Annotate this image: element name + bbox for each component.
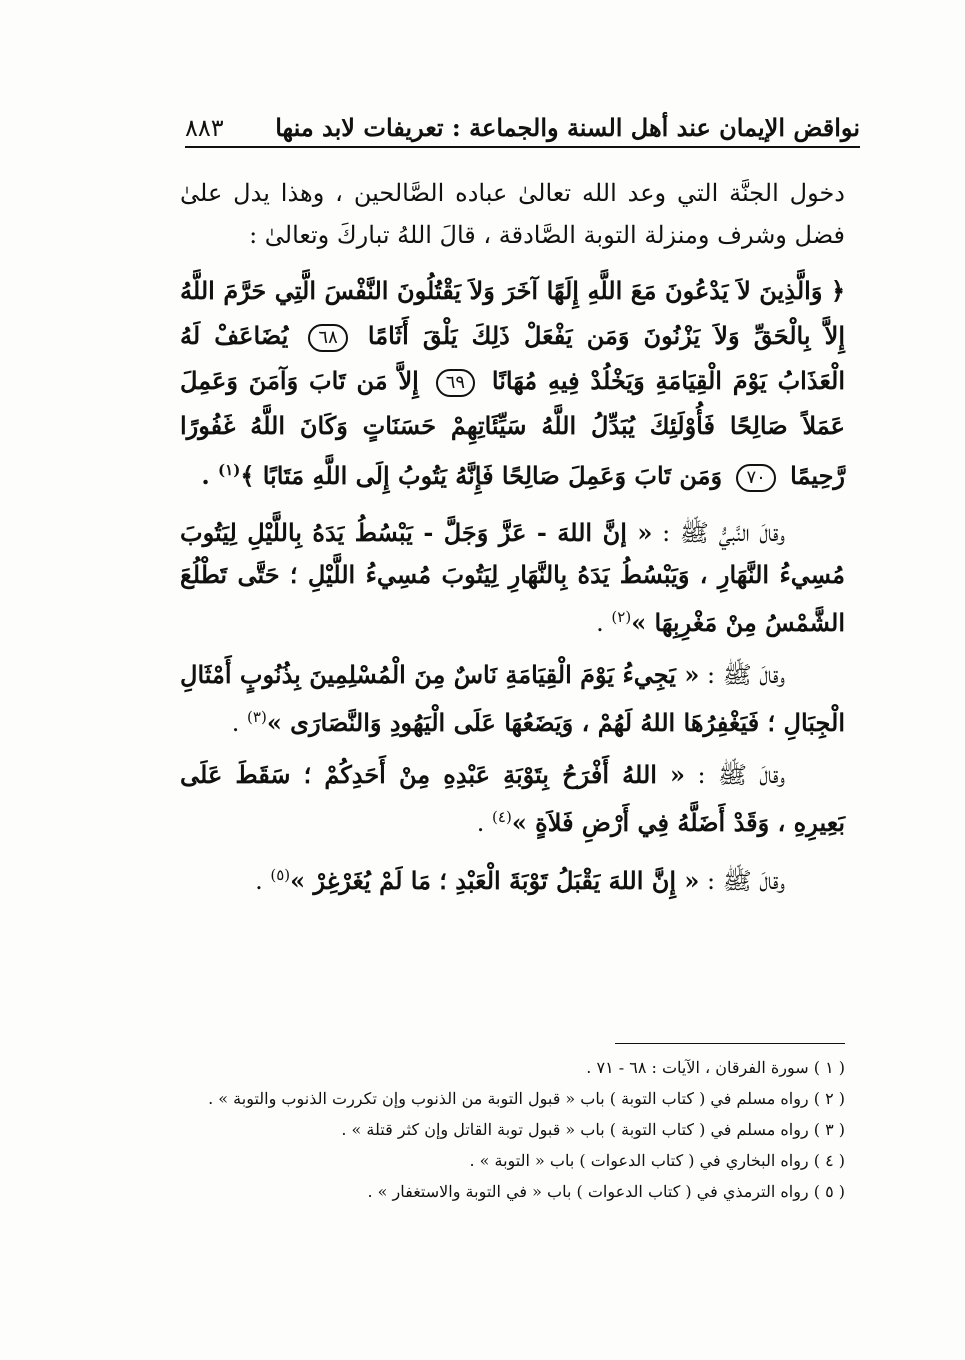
page-header xyxy=(185,100,860,148)
period: . xyxy=(476,809,485,837)
page-number: ٨٨٣ xyxy=(185,114,224,142)
ayah-number-69: ٦٩ xyxy=(436,369,475,397)
hadith-3-text: « اللهُ أَفْرَحُ بِتَوْبَةِ عَبْدِهِ مِنْ أَحَدِكُمْ ؛ سَقَطَ عَلَى بَعِيرِهِ ، وَقَدْ أَضَلَّهُ فِي أَرْضِ فَلاَةٍ » xyxy=(180,760,845,837)
hadith-1 xyxy=(180,512,845,644)
hadith-4 xyxy=(180,854,845,902)
footnotes xyxy=(180,1052,845,1207)
hadith-1-text: « إنَّ اللهَ - عَزَّ وَجَلَّ - يَبْسُطُ يَدَهُ بِاللَّيْلِ لِيَتُوبَ مُسِيءُ النَّهَارِ ، وَيَبْسُطُ يَدَهُ بِالنَّهَارِ لِيَتُوبَ مُسِيءُ اللَّيْلِ ؛ حَتَّى تَطْلُعَ الشَّمْسُ مِنْ مَغْرِبِهَا » xyxy=(180,518,845,637)
running-title: نواقض الإيمان عند أهل السنة والجماعة : تعريفات لابد منها xyxy=(275,113,860,142)
footnote-ref-4: (٤) xyxy=(492,808,512,826)
quran-verse xyxy=(180,268,845,498)
footnote-1: ( ١ ) سورة الفرقان ، الآيات : ٦٨ - ٧١ . xyxy=(586,1058,845,1077)
intro-paragraph: دخول الجنَّة التي وعد الله تعالىٰ عباده الصَّالحين ، وهذا يدل علىٰ فضل وشرف ومنزلة التوبة الصَّادقة ، قالَ اللهُ تباركَ وتعالىٰ : xyxy=(180,179,845,249)
footnote-4: ( ٤ ) رواه البخاري في ( كتاب الدعوات ) باب « التوبة » . xyxy=(469,1151,845,1170)
footnote-5: ( ٥ ) رواه الترمذي في ( كتاب الدعوات ) باب « في التوبة والاستغفار » . xyxy=(367,1182,845,1201)
hadith-2-lead: وقالَ ﷺ : xyxy=(706,661,785,689)
verse-text-4: وَمَن تَابَ وَعَمِلَ صَالِحًا فَإِنَّهُ يَتُوبُ إِلَى اللَّهِ مَتَابًا ﴾ xyxy=(240,461,723,490)
period: . xyxy=(596,609,604,637)
footnote-3: ( ٣ ) رواه مسلم في ( كتاب التوبة ) باب « قبول توبة القاتل وإن كثر قتلة » . xyxy=(341,1120,845,1139)
hadith-3 xyxy=(180,754,845,844)
page-body xyxy=(180,172,845,912)
verse-text-3: إِلاَّ مَن تَابَ وَآمَنَ وَعَمِلَ عَمَلاً صَالِحًا فَأُوْلَئِكَ يُبَدِّلُ اللَّهُ سَيِّئَاتِهِمْ حَسَنَاتٍ وَكَانَ اللَّهُ غَفُورًا رَّحِيمًا xyxy=(180,366,845,490)
hadith-1-lead: وقالَ النَّبيُّ ﷺ : xyxy=(662,519,785,547)
hadith-3-lead: وقالَ ﷺ : xyxy=(697,761,785,789)
footnote-ref-3: (٣) xyxy=(247,708,267,726)
period: . xyxy=(255,867,263,895)
hadith-2 xyxy=(180,654,845,744)
footnote-ref-2: (٢) xyxy=(611,608,632,626)
ayah-number-68: ٦٨ xyxy=(308,324,347,352)
period: . xyxy=(231,709,240,737)
hadith-4-text: « إِنَّ اللهَ يَقْبَلُ تَوْبَةَ الْعَبْدِ ؛ مَا لَمْ يُغَرْغِرْ » xyxy=(290,866,700,895)
footnote-ref-1: (١) xyxy=(218,461,241,479)
period: . xyxy=(201,461,210,490)
hadith-2-text: « يَجِيءُ يَوْمَ الْقِيَامَةِ نَاسٌ مِنَ الْمُسْلِمِينَ بِذُنُوبٍ أَمْثَالِ الْجِبَالِ ؛ فَيَغْفِرُهَا اللهُ لَهُمْ ، وَيَضَعُهَا عَلَى الْيَهُودِ وَالنَّصَارَى » xyxy=(180,660,845,737)
ayah-number-70: ٧٠ xyxy=(736,464,775,492)
footnote-ref-5: (٥) xyxy=(270,866,291,884)
footnote-2: ( ٢ ) رواه مسلم في ( كتاب التوبة ) باب « قبول التوبة من الذنوب وإن تكررت الذنوب والتوبة » . xyxy=(208,1089,845,1108)
verse-text-2: يُضَاعَفْ لَهُ الْعَذَابُ يَوْمَ الْقِيَامَةِ وَيَخْلُدْ فِيهِ مُهَانًا xyxy=(180,321,846,395)
hadith-4-lead: وقالَ ﷺ : xyxy=(707,867,785,895)
verse-text-1: ﴿ وَالَّذِينَ لاَ يَدْعُونَ مَعَ اللَّهِ إِلَهًا آخَرَ وَلاَ يَقْتُلُونَ النَّفْسَ الَّتِي حَرَّمَ اللَّهُ إِلاَّ بِالْحَقِّ وَلاَ يَزْنُونَ وَمَن يَفْعَلْ ذَلِكَ يَلْقَ أَثَامًا xyxy=(180,276,846,350)
footnote-divider xyxy=(615,1043,845,1044)
